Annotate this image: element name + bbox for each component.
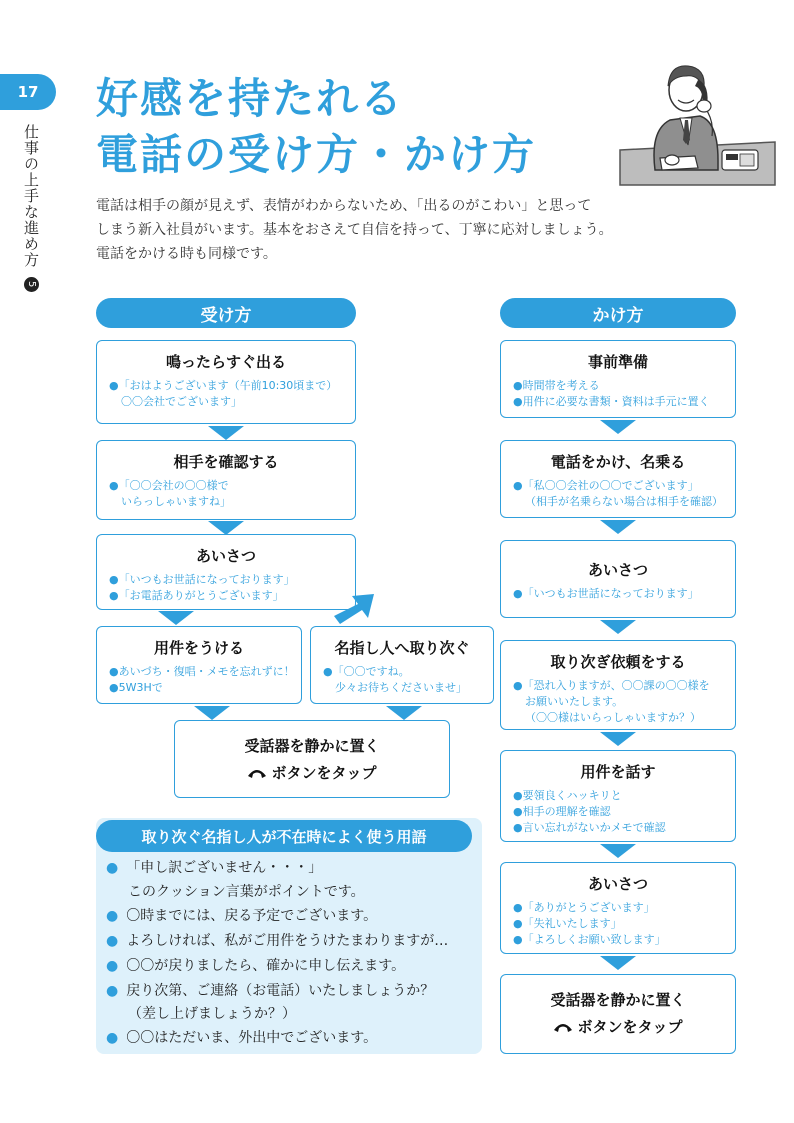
receive-step-greeting (96, 534, 356, 610)
step-line: ●時間帯を考える (513, 379, 600, 392)
intro-line: しまう新入社員がいます。基本をおさえて自信を持って、丁寧に応対しましょう。 (96, 222, 613, 238)
step-line: ●用件に必要な書類・資料は手元に置く (513, 395, 710, 408)
step-line: お願いいたします。 (525, 695, 624, 708)
receive-step-transfer (310, 626, 494, 704)
step-line: いらっしゃいますね」 (121, 495, 231, 508)
arrow-down-icon (600, 844, 636, 858)
receive-step-ring (96, 340, 356, 424)
step-line: ●相手の理解を確認 (513, 805, 611, 818)
call-step-greeting (500, 540, 736, 618)
term-item (106, 880, 476, 904)
side-section-title (18, 124, 42, 292)
step-line: ●あいづち・復唱・メモを忘れずに！ (109, 665, 295, 678)
step-title: 相手を確認する (173, 453, 279, 471)
step-title: 名指し人へ取り次ぐ (334, 639, 470, 657)
bullet-icon: ● (106, 983, 119, 999)
step-line: （〇〇様はいらっしゃいますか？） (525, 711, 701, 724)
receive-step-confirm (96, 440, 356, 520)
receive-step-hangup (174, 720, 450, 798)
arrow-down-icon (194, 706, 230, 720)
arrow-down-icon (600, 620, 636, 634)
bullet-icon: ● (106, 958, 119, 974)
step-line: ●「いつもお世話になっております」 (109, 573, 295, 586)
bullet-icon: ● (106, 860, 119, 876)
step-title: あいさつ (195, 547, 256, 565)
receive-step-take-message (96, 626, 302, 704)
term-item (106, 1002, 476, 1026)
side-title-text: 仕事の上手な進め方 (22, 124, 40, 268)
step-line: ●5W3Hで (109, 681, 163, 694)
term-text: （差し上げましょうか？） (128, 1006, 296, 1022)
call-step-hangup (500, 974, 736, 1054)
step-line: （相手が名乗らない場合は相手を確認） (525, 495, 723, 508)
arrow-down-icon (600, 520, 636, 534)
page-number: 17 (0, 74, 56, 110)
step-title: 用件を話す (580, 763, 656, 781)
step-line: 少々お待ちくださいませ」 (335, 681, 467, 694)
call-step-closing (500, 862, 736, 954)
side-section-number: 5 (24, 277, 39, 292)
call-step-prepare (500, 340, 736, 418)
term-item (106, 954, 476, 978)
page-title-line2: 電話の受け方・かけ方 (96, 130, 537, 179)
step-title: 受話器を静かに置く (244, 737, 380, 755)
term-item (106, 904, 476, 928)
step-title: 用件をうける (153, 639, 244, 657)
page-title-line1: 好感を持たれる (96, 74, 405, 123)
hangup-instruction (513, 1016, 723, 1037)
term-item (106, 979, 476, 1003)
hangup-button-text: ボタンをタップ (577, 1018, 683, 1036)
step-title: あいさつ (587, 561, 648, 579)
step-line: ●「私〇〇会社の〇〇でございます」 (513, 479, 699, 492)
hang-up-icon (553, 1020, 573, 1034)
step-line: ●言い忘れがないかメモで確認 (513, 821, 666, 834)
term-item (106, 856, 476, 880)
hang-up-icon (247, 766, 267, 780)
step-line: ●「〇〇ですね。 (323, 665, 410, 678)
step-title: あいさつ (587, 875, 648, 893)
call-header: かけ方 (500, 298, 736, 328)
call-step-introduce (500, 440, 736, 518)
term-text: このクッション言葉がポイントです。 (128, 884, 365, 900)
arrow-down-icon (158, 611, 194, 625)
step-line: 〇〇会社でございます」 (121, 395, 242, 408)
term-text: 〇時までには、戻る予定でございます。 (126, 908, 378, 924)
bullet-icon: ● (106, 1030, 119, 1046)
arrow-down-icon (386, 706, 422, 720)
step-line: ●「失礼いたします」 (513, 917, 622, 930)
step-line: ●「おはようございます（午前10:30頃まで） (109, 379, 338, 392)
term-text: 〇〇はただいま、外出中でございます。 (126, 1030, 378, 1046)
step-title: 電話をかけ、名乗る (550, 453, 686, 471)
arrow-down-icon (600, 956, 636, 970)
intro-line: 電話は相手の顔が見えず、表情がわからないため、「出るのがこわい」と思って (96, 198, 592, 214)
term-text: 戻り次第、ご連絡（お電話）いたしましょうか？ (126, 983, 435, 999)
term-text: 「申し訳ございません・・・」 (126, 860, 323, 876)
call-step-talk (500, 750, 736, 842)
call-step-request-transfer (500, 640, 736, 730)
hangup-button-text: ボタンをタップ (271, 764, 377, 782)
arrow-down-icon (600, 732, 636, 746)
arrow-down-icon (208, 521, 244, 535)
step-line: ●「よろしくお願い致します」 (513, 933, 666, 946)
intro-text (96, 194, 656, 266)
term-text: よろしければ、私がご用件をうけたまわりますが… (126, 933, 449, 949)
step-title: 鳴ったらすぐ出る (165, 353, 286, 371)
step-line: ●「〇〇会社の〇〇様で (109, 479, 229, 492)
intro-line: 電話をかける時も同様です。 (96, 246, 277, 262)
step-title: 取り次ぎ依頼をする (550, 653, 686, 671)
term-text: 〇〇が戻りましたら、確かに申し伝えます。 (126, 958, 406, 974)
step-title: 事前準備 (587, 353, 648, 371)
step-line: ●「恐れ入りますが、〇〇課の〇〇様を (513, 679, 710, 692)
step-line: ●要領良くハッキリと (513, 789, 622, 802)
bullet-icon: ● (106, 933, 119, 949)
hangup-instruction (187, 762, 437, 783)
step-line: ●「お電話ありがとうございます」 (109, 589, 284, 602)
businessman-on-phone-illustration (610, 50, 780, 190)
bullet-icon: ● (106, 908, 119, 924)
step-title: 受話器を静かに置く (550, 991, 686, 1009)
step-line: ●「いつもお世話になっております」 (513, 587, 699, 600)
step-line: ●「ありがとうございます」 (513, 901, 655, 914)
receive-header: 受け方 (96, 298, 356, 328)
arrow-down-icon (208, 426, 244, 440)
arrow-down-icon (600, 420, 636, 434)
term-item (106, 1026, 476, 1050)
term-item (106, 929, 476, 953)
absent-terms-header: 取り次ぐ名指し人が不在時によく使う用語 (96, 820, 472, 852)
